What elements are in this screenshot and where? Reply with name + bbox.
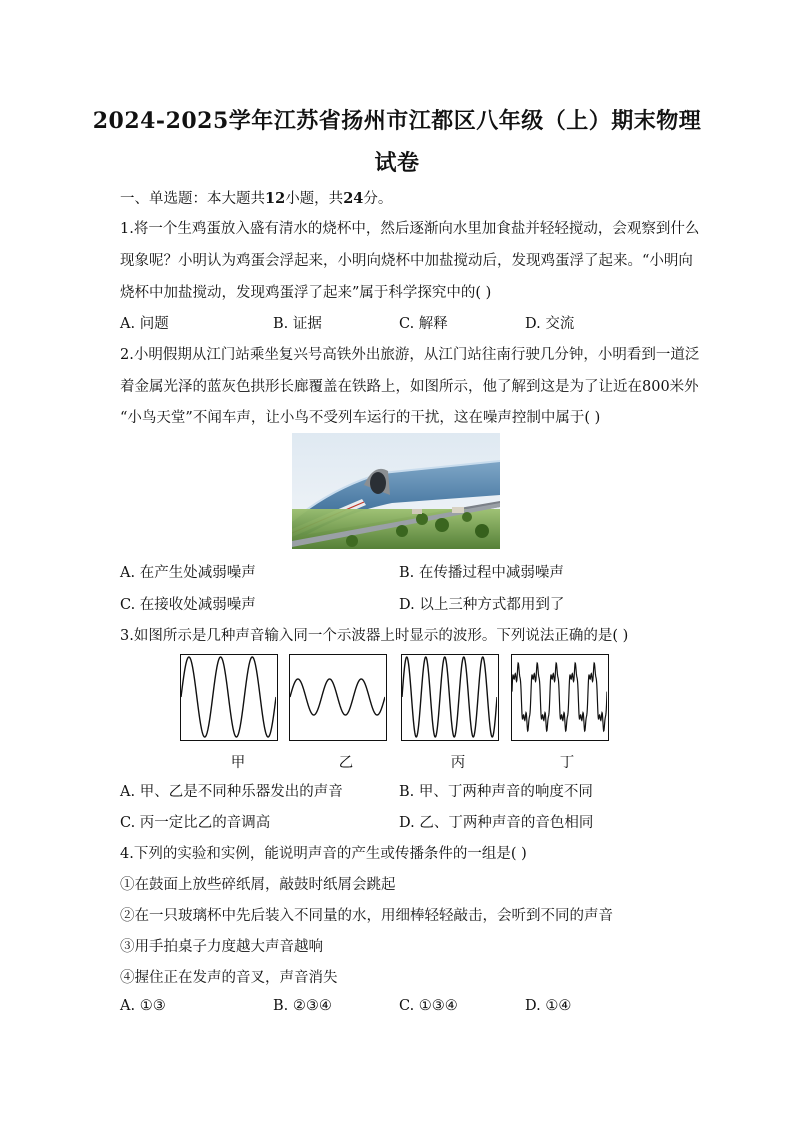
page-title-line2: 试卷	[374, 150, 420, 176]
q2-option-a: A. 在产生处减弱噪声	[120, 565, 256, 581]
waveform-yi	[289, 654, 387, 741]
q2-option-c: C. 在接收处减弱噪声	[120, 597, 256, 613]
q1-option-a: A. 问题	[120, 316, 169, 332]
q4-item-2: ②在一只玻璃杯中先后装入不同量的水，用细棒轻轻敲击，会听到不同的声音	[120, 908, 613, 924]
q1-option-c: C. 解释	[399, 316, 448, 332]
q3-option-d: D. 乙、丁两种声音的音色相同	[399, 815, 594, 831]
q4-option-a: A. ①③	[120, 998, 166, 1014]
q4-item-1: ①在鼓面上放些碎纸屑，敲鼓时纸屑会跳起	[120, 877, 396, 893]
waveform-jia	[180, 654, 278, 741]
q3-line-1: 3.如图所示是几种声音输入同一个示波器上时显示的波形。下列说法正确的是( )	[120, 628, 629, 644]
q2-option-b: B. 在传播过程中减弱噪声	[399, 565, 564, 581]
q1-line-1: 1.将一个生鸡蛋放入盛有清水的烧杯中，然后逐渐向水里加食盐并轻轻搅动，会观察到什么	[120, 221, 700, 237]
q1-line-2: 现象呢？小明认为鸡蛋会浮起来，小明向烧杯中加盐搅动后，发现鸡蛋浮了起来。“小明向	[120, 253, 693, 269]
waveform-ding	[511, 654, 609, 741]
q3-option-c: C. 丙一定比乙的音调高	[120, 815, 271, 831]
section-prefix: 一、单选题：本大题共	[120, 191, 265, 207]
q3-option-a: A. 甲、乙是不同种乐器发出的声音	[120, 784, 343, 800]
section-points: 24	[343, 190, 364, 207]
q1-option-b: B. 证据	[273, 316, 322, 332]
q2-line-1: 2.小明假期从江门站乘坐复兴号高铁外出旅游，从江门站往南行驶几分钟，小明看到一道泛	[120, 347, 700, 363]
q4-option-b: B. ②③④	[273, 998, 332, 1014]
q2-line-2: 着金属光泽的蓝灰色拱形长廊覆盖在铁路上，如图所示，他了解到这是为了让近在800米外	[120, 379, 699, 395]
q4-item-4: ④握住正在发声的音叉，声音消失	[120, 970, 338, 986]
q4-option-c: C. ①③④	[399, 998, 458, 1014]
section-count: 12	[265, 190, 286, 207]
q1-line-3: 烧杯中加盐搅动，发现鸡蛋浮了起来”属于科学探究中的( )	[120, 285, 492, 301]
q4-line-1: 4.下列的实验和实例，能说明声音的产生或传播条件的一组是( )	[120, 846, 527, 862]
waveform-bing	[401, 654, 499, 741]
section-suffix: 分。	[363, 191, 393, 207]
waveform-label-jia: 甲	[230, 755, 246, 771]
page-title: 2024-2025学年江苏省扬州市江都区八年级（上）期末物理	[92, 108, 702, 134]
train-corridor-photo	[292, 433, 500, 549]
q1-option-d: D. 交流	[525, 316, 575, 332]
q4-item-3: ③用手拍桌子力度越大声音越响	[120, 939, 323, 955]
q4-option-d: D. ①④	[525, 998, 572, 1014]
q3-option-b: B. 甲、丁两种声音的响度不同	[399, 784, 593, 800]
waveform-label-yi: 乙	[338, 755, 354, 771]
waveform-label-bing: 丙	[450, 755, 466, 771]
section-mid: 小题，共	[285, 191, 344, 207]
q2-option-d: D. 以上三种方式都用到了	[399, 597, 565, 613]
waveform-label-ding: 丁	[559, 755, 575, 771]
q2-line-3: “小鸟天堂”不闻车声，让小鸟不受列车运行的干扰，这在噪声控制中属于( )	[120, 410, 601, 426]
section-heading	[120, 187, 392, 208]
